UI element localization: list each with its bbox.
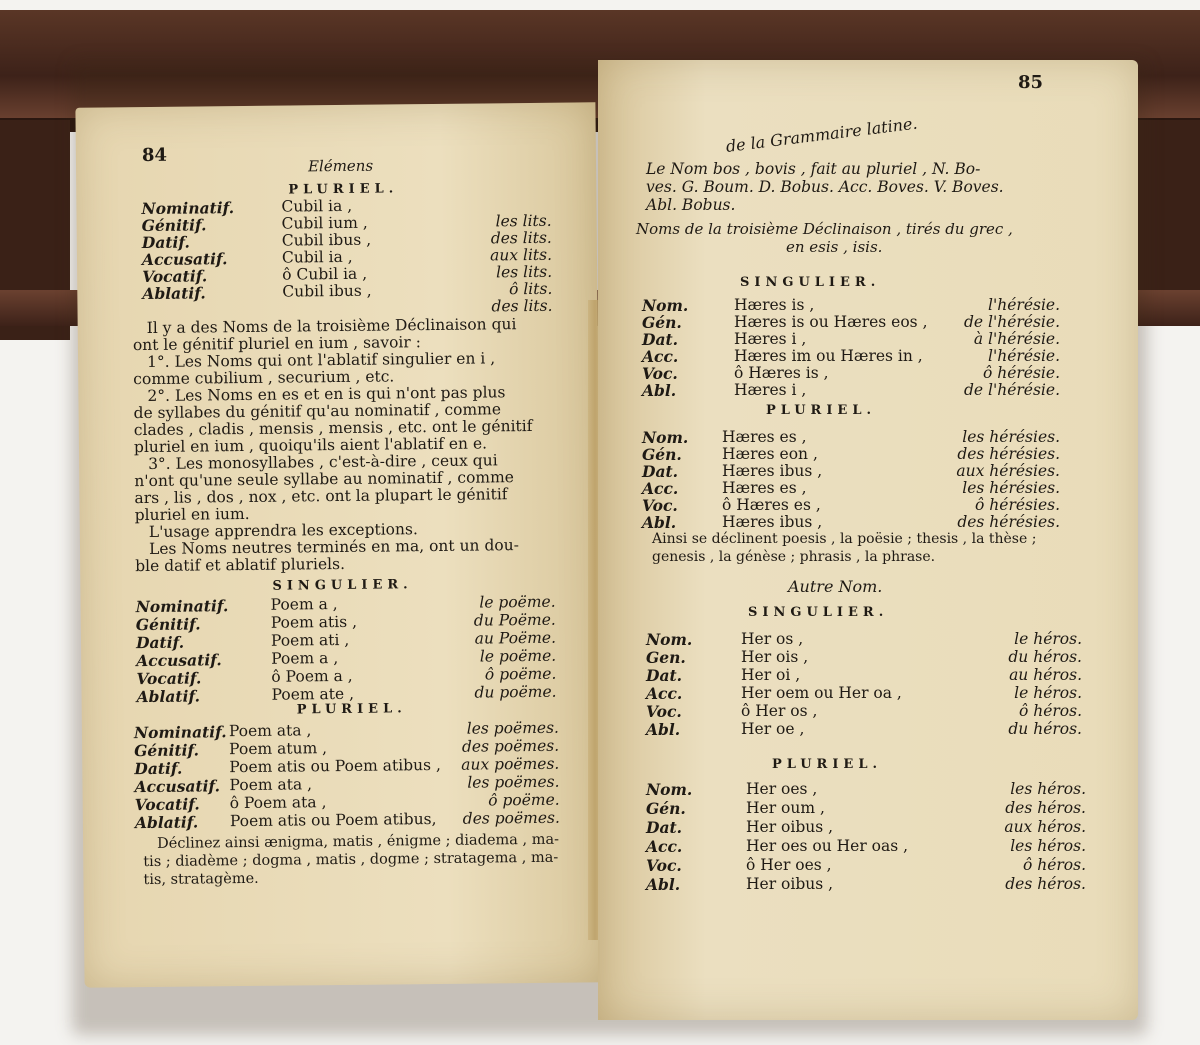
latin-form: Poem ate , [271, 684, 355, 704]
text-line: Ainsi se déclinent poesis , la poësie ; thesis , la thèse ; [652, 531, 1037, 547]
case-label: Dat. [642, 462, 679, 481]
french-gloss: aux poëmes. [461, 754, 560, 774]
case-label: Génitif. [135, 614, 201, 635]
latin-form: Her oum , [746, 799, 825, 817]
french-gloss: les lits. [496, 262, 553, 282]
table-row [642, 381, 1060, 398]
text-line: ars , lis , dos , nox , etc. ont la plupart le génitif [134, 485, 508, 508]
latin-form: Poem ata , [228, 721, 312, 741]
case-label: Nominatif. [135, 596, 229, 617]
table-row [646, 720, 1082, 738]
declension-table-heros-singular [646, 630, 1082, 738]
singulier-heading: SINGULIER. [272, 577, 413, 594]
case-label: Ablatif. [136, 686, 201, 707]
text-line: Le Nom bos , bovis , fait au pluriel , N. Bo- [646, 160, 981, 178]
french-gloss: du héros. [1008, 648, 1082, 666]
latin-form: ô Poem ata , [229, 793, 327, 813]
case-label: Dat. [642, 330, 679, 349]
running-head-left: Elémens [307, 156, 374, 176]
text-line: Déclinez ainsi ænigma, matis , énigme ; diadema , ma- [157, 831, 560, 852]
text-line: ves. G. Boum. D. Bobus. Acc. Boves. V. Boves. [646, 178, 1004, 196]
french-gloss: du poëme. [474, 682, 557, 702]
case-label: Gén. [642, 445, 682, 464]
latin-form: ô Her oes , [746, 856, 832, 874]
latin-form: Poem ati , [270, 630, 350, 650]
case-label: Nom. [642, 428, 689, 447]
text-line: ble datif et ablatif pluriels. [135, 554, 346, 576]
latin-form: Her os , [741, 630, 804, 648]
latin-form: Hæres is , [734, 296, 815, 314]
french-gloss: les hérésies. [962, 479, 1060, 497]
french-gloss: des lits. [491, 296, 553, 316]
latin-form: Cubil ium , [281, 213, 368, 233]
pluriel-heading-1: PLURIEL. [288, 181, 399, 198]
singulier-heading-right-2: SINGULIER. [748, 605, 889, 620]
table-row [646, 875, 1086, 894]
case-label: Nominatif. [141, 198, 235, 219]
case-label: Abl. [646, 720, 681, 739]
case-label: Ablatif. [142, 283, 206, 304]
declension-table-poema-plural [134, 719, 560, 831]
french-gloss: des hérésies. [957, 513, 1060, 531]
table-row [642, 347, 1060, 364]
french-gloss: à l'hérésie. [973, 330, 1060, 348]
case-label: Dat. [646, 666, 683, 685]
french-gloss: ô héros. [1022, 856, 1086, 874]
case-label: Datif. [141, 232, 190, 253]
table-row [646, 818, 1086, 837]
singulier-heading-right: SINGULIER. [740, 275, 881, 290]
text-line: pluriel en ium. [134, 504, 250, 525]
latin-form: Hæres ibus , [722, 462, 823, 480]
latin-form: Her oem ou Her oa , [741, 684, 902, 702]
text-line: 2°. Les Noms en es et en is qui n'ont pas plus [147, 383, 506, 406]
case-label: Voc. [642, 496, 678, 515]
text-line: Il y a des Noms de la troisième Déclinaison qui [146, 315, 517, 338]
pluriel-heading-right-2: PLURIEL. [772, 757, 883, 772]
text-line: genesis , la génèse ; phrasis , la phrase. [652, 549, 936, 565]
text-line: 3°. Les monosyllabes , c'est-à-dire , ceux qui [148, 451, 498, 474]
latin-form: Hæres im ou Hæres in , [734, 347, 923, 365]
case-label: Accusatif. [141, 249, 228, 270]
case-label: Accusatif. [136, 650, 222, 671]
text-line: L'usage apprendra les exceptions. [148, 520, 418, 542]
case-label: Nom. [642, 296, 689, 315]
french-gloss: de l'hérésie. [964, 313, 1060, 331]
case-label: Nom. [646, 630, 693, 649]
latin-form: Hæres eon , [722, 445, 818, 463]
case-label: Datif. [134, 758, 183, 779]
french-gloss: ô poëme. [484, 664, 557, 684]
case-label: Dat. [646, 818, 683, 837]
table-row [646, 666, 1082, 684]
case-label: Gén. [646, 799, 686, 818]
case-label: Voc. [642, 364, 678, 383]
left-page [75, 102, 604, 987]
french-gloss: les poëmes. [467, 772, 560, 792]
french-gloss: ô héros. [1018, 702, 1082, 720]
french-gloss: aux héros. [1004, 818, 1086, 836]
case-label: Acc. [642, 347, 679, 366]
declension-table-cubile [141, 195, 552, 318]
text-line: Noms de la troisième Déclinaison , tirés du grec , [636, 220, 1013, 238]
latin-form: Hæres ibus , [722, 513, 823, 531]
latin-form: Her oe , [741, 720, 805, 738]
latin-form: Her oibus , [746, 875, 834, 893]
running-head-right: de la Grammaire latine. [724, 113, 919, 156]
text-line: n'ont qu'une seule syllabe au nominatif , comme [134, 468, 515, 491]
french-gloss: les poëmes. [466, 718, 560, 738]
french-gloss: de l'hérésie. [964, 381, 1060, 399]
french-gloss: l'hérésie. [988, 347, 1060, 365]
case-label: Abl. [642, 513, 677, 532]
french-gloss: ô poëme. [488, 790, 560, 810]
latin-form: Poem atum , [229, 739, 328, 759]
french-gloss: les héros. [1010, 837, 1086, 855]
table-row [646, 648, 1082, 666]
page-number-right: 85 [1018, 72, 1044, 93]
french-gloss: du Poëme. [473, 610, 556, 630]
latin-form: Cubil ibus , [282, 281, 372, 301]
text-line: de syllabes du génitif qu'au nominatif , comme [133, 400, 502, 423]
latin-form: ô Cubil ia , [282, 264, 368, 284]
case-label: Vocatif. [134, 794, 200, 815]
latin-form: Poem atis , [270, 612, 358, 632]
french-gloss: aux lits. [489, 245, 553, 265]
latin-form: Poem atis ou Poem atibus, [229, 810, 437, 831]
table-row [135, 809, 560, 831]
french-gloss: aux hérésies. [956, 462, 1060, 480]
latin-form: Hæres es , [722, 428, 807, 446]
latin-form: Cubil ia , [281, 196, 353, 216]
case-label: Nominatif. [133, 722, 227, 743]
french-gloss: les lits. [495, 211, 552, 231]
latin-form: ô Poem a , [271, 666, 353, 686]
text-line: tis ; diadème ; dogma , matis , dogme ; stratagema , ma- [143, 849, 559, 871]
case-label: Nom. [646, 780, 693, 799]
case-label: Accusatif. [134, 776, 221, 797]
french-gloss: ô hérésies. [975, 496, 1060, 514]
right-page [598, 60, 1138, 1020]
table-row [646, 837, 1086, 856]
latin-form: Poem a , [271, 649, 339, 668]
latin-form: Poem ata , [229, 775, 313, 795]
table-row [642, 462, 1060, 479]
latin-form: Hæres i , [734, 381, 807, 399]
french-gloss: au héros. [1009, 666, 1082, 684]
text-line: pluriel en ium , quoiqu'ils aient l'ablatif en e. [133, 434, 488, 457]
latin-form: Her oibus , [746, 818, 834, 836]
latin-form: Hæres es , [722, 479, 807, 497]
case-label: Acc. [642, 479, 679, 498]
table-row [642, 428, 1060, 445]
french-gloss: le héros. [1014, 684, 1082, 702]
french-gloss: des héros. [1005, 799, 1086, 817]
french-gloss: ô hérésie. [982, 364, 1060, 382]
text-line: en esis , isis. [786, 238, 883, 256]
table-row [642, 445, 1060, 462]
french-gloss: des poëmes. [461, 736, 560, 756]
case-label: Gen. [646, 648, 686, 667]
case-label: Voc. [646, 856, 682, 875]
text-line: clades , cladis , mensis , mensis , etc. ont le génitif [133, 416, 533, 440]
case-label: Datif. [135, 632, 185, 653]
french-gloss: des héros. [1005, 875, 1086, 893]
pluriel-heading-right: PLURIEL. [766, 403, 877, 418]
case-label: Acc. [646, 684, 683, 703]
declension-table-poema-singular [136, 593, 557, 705]
french-gloss: des poëmes. [462, 808, 560, 828]
case-label: Génitif. [134, 740, 200, 761]
table-row [646, 856, 1086, 875]
table-row [642, 513, 1060, 530]
table-row [646, 780, 1086, 799]
latin-form: ô Hæres is , [734, 364, 829, 382]
latin-form: Her ois , [741, 648, 809, 666]
latin-form: ô Hæres es , [722, 496, 821, 514]
case-label: Vocatif. [136, 668, 202, 689]
latin-form: Cubil ibus , [281, 230, 372, 250]
table-row [646, 702, 1082, 720]
french-gloss: du héros. [1008, 720, 1082, 738]
case-label: Génitif. [141, 215, 207, 236]
declension-table-haeresis-singular [642, 296, 1060, 398]
french-gloss: le poëme. [479, 592, 556, 612]
case-label: Gén. [642, 313, 682, 332]
latin-form: Poem a , [270, 595, 338, 614]
text-line: tis, stratagème. [143, 870, 259, 889]
table-row [642, 479, 1060, 496]
table-row [646, 630, 1082, 648]
case-label: Abl. [642, 381, 677, 400]
latin-form: ô Her os , [741, 702, 818, 720]
text-line: comme cubilium , securium , etc. [133, 367, 395, 389]
text-line: 1°. Les Noms qui ont l'ablatif singulier en i , [146, 349, 496, 372]
french-gloss: l'hérésie. [988, 296, 1060, 314]
latin-form: Her oes ou Her oas , [746, 837, 909, 855]
french-gloss: des lits. [490, 228, 552, 248]
page-number-left: 84 [141, 144, 168, 167]
french-gloss: les hérésies. [962, 428, 1060, 446]
pluriel-heading-2: PLURIEL. [296, 701, 407, 718]
french-gloss: au Poëme. [474, 628, 557, 648]
latin-form: Her oes , [746, 780, 818, 798]
case-label: Voc. [646, 702, 682, 721]
table-row [646, 684, 1082, 702]
case-label: Abl. [646, 875, 681, 894]
french-gloss: les héros. [1010, 780, 1086, 798]
french-gloss: ô lits. [508, 279, 553, 299]
french-gloss: des hérésies. [957, 445, 1060, 463]
latin-form: Hæres is ou Hæres eos , [734, 313, 928, 331]
table-row [642, 364, 1060, 381]
text-line: ont le génitif pluriel en ium , savoir : [132, 333, 421, 355]
case-label: Ablatif. [134, 812, 199, 833]
table-row [642, 313, 1060, 330]
french-gloss: le héros. [1014, 630, 1082, 648]
table-row [642, 496, 1060, 513]
table-row [642, 296, 1060, 313]
text-line: Abl. Bobus. [646, 196, 736, 214]
case-label: Acc. [646, 837, 683, 856]
latin-form: Hæres i , [734, 330, 807, 348]
table-row [642, 330, 1060, 347]
latin-form: Her oi , [741, 666, 801, 684]
case-label: Vocatif. [142, 266, 208, 287]
text-line: Les Noms neutres terminés en ma, ont un dou- [148, 536, 519, 558]
table-row [646, 799, 1086, 818]
french-gloss: le poëme. [479, 646, 557, 666]
latin-form: Cubil ia , [281, 247, 353, 267]
autre-nom-heading: Autre Nom. [788, 577, 883, 596]
latin-form: Poem atis ou Poem atibus , [229, 755, 441, 777]
declension-table-haeresis-plural [642, 428, 1060, 530]
declension-table-heros-plural [646, 780, 1086, 894]
